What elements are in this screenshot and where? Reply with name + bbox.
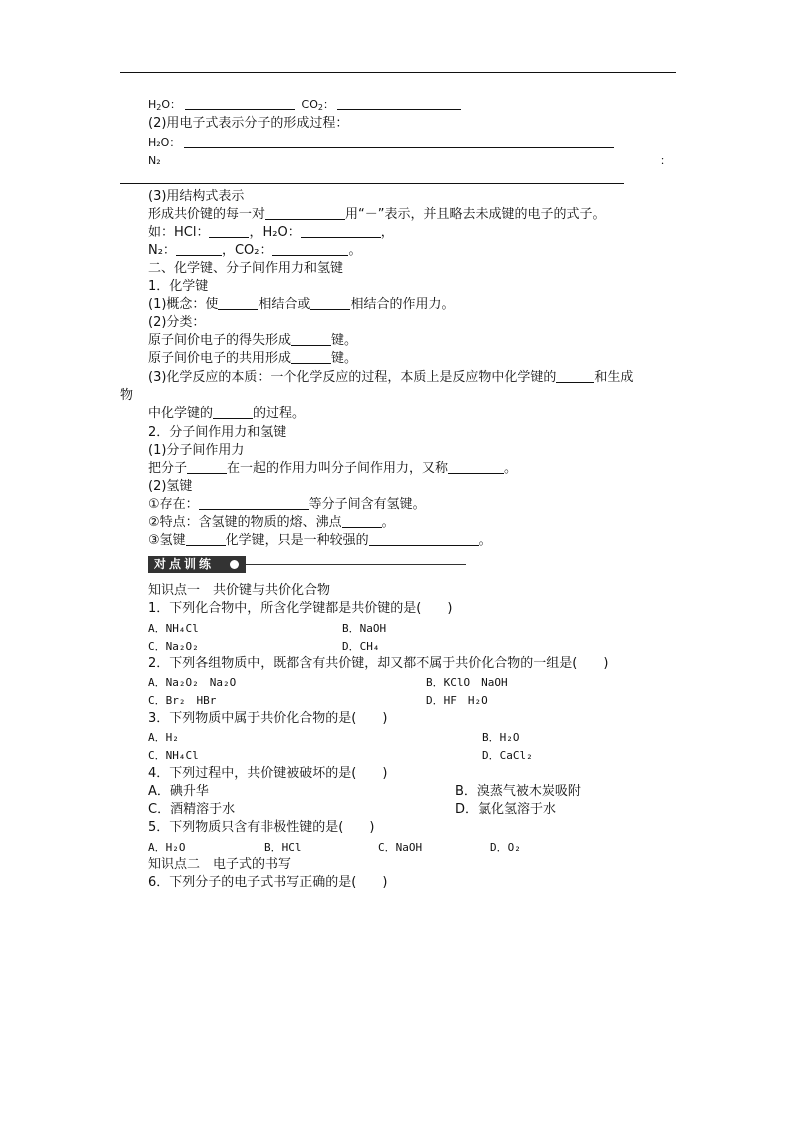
blank [184, 135, 614, 148]
question-stem: 2．下列各组物质中，既都含有共价键，却又都不属于共价化合物的一组是( ) [148, 656, 609, 671]
text-line: ②特点：含氢键的物质的熔、沸点 。 [148, 515, 395, 530]
text-line: H₂O： [148, 134, 614, 152]
blank [265, 207, 345, 220]
blank-line [120, 183, 624, 184]
option-c: C．Br₂ HBr [148, 694, 217, 707]
blank [369, 533, 479, 546]
line-h2o-co2: $H_2O$： $CO_2$： [148, 96, 461, 114]
blank [556, 370, 594, 383]
knowledge-point-heading: 知识点一 共价键与共价化合物 [148, 583, 331, 598]
blank [199, 497, 309, 510]
blank [448, 461, 504, 474]
question-stem: 5．下列物质只含有非极性键的是( ) [148, 820, 375, 835]
option-a: A．Na₂O₂ Na₂O [148, 676, 237, 689]
blank [187, 461, 227, 474]
blank [272, 243, 348, 256]
option-b: B．溴蒸气被木炭吸附 [455, 784, 581, 799]
option-a: A．碘升华 [148, 784, 209, 799]
text-line: (1)分子间作用力 [148, 443, 245, 458]
text-line: 如：HCl： ，H₂O： ， [148, 225, 394, 240]
blank [185, 97, 295, 110]
banner-rule [246, 564, 466, 565]
option-d: D．氯化氢溶于水 [455, 802, 557, 817]
blank [342, 515, 382, 528]
option-c: C．NH₄Cl [148, 749, 199, 762]
question-stem: 3．下列物质中属于共价化合物的是( ) [148, 711, 388, 726]
blank [291, 351, 331, 364]
text-line: (2)用电子式表示分子的形成过程： [148, 116, 349, 131]
question-stem: 4．下列过程中，共价键被破坏的是( ) [148, 766, 388, 781]
text-line: (2)氢键 [148, 479, 193, 494]
blank [301, 225, 381, 238]
blank [337, 97, 461, 110]
text-line: (3)化学反应的本质：一个化学反应的过程，本质上是反应物中化学键的 和生成 [148, 370, 634, 385]
text-colon: ： [660, 154, 671, 167]
banner-dot-icon [230, 560, 239, 569]
text-line: (3)用结构式表示 [148, 189, 245, 204]
text-line: 1．化学键 [148, 279, 209, 294]
option-a: A．H₂O [148, 841, 186, 854]
option-a: A．H₂ [148, 731, 179, 744]
blank [291, 333, 331, 346]
text-line: (1)概念：使 相结合或 相结合的作用力。 [148, 297, 455, 312]
practice-banner: 对点训练 [148, 556, 246, 573]
option-c: C．Na₂O₂ [148, 640, 199, 653]
option-d: D．CH₄ [342, 640, 380, 653]
blank [209, 225, 249, 238]
option-d: D．CaCl₂ [482, 749, 533, 762]
option-c: C．NaOH [378, 841, 423, 854]
text-line: ①存在： 等分子间含有氢键。 [148, 497, 426, 512]
option-d: D．HF H₂O [426, 694, 488, 707]
option-d: D．O₂ [490, 841, 521, 854]
text-line: N₂： ，CO₂： 。 [148, 243, 362, 258]
text-line: 2．分子间作用力和氢键 [148, 425, 287, 440]
option-b: B．H₂O [482, 731, 520, 744]
text-line: 形成共价键的每一对 用“－”表示，并且略去未成键的电子的式子。 [148, 207, 606, 222]
text-line: (2)分类： [148, 315, 206, 330]
blank [218, 297, 258, 310]
option-b: B．HCl [264, 841, 302, 854]
blank [186, 533, 226, 546]
knowledge-point-heading: 知识点二 电子式的书写 [148, 857, 292, 872]
text-line: 中化学键的 的过程。 [148, 406, 306, 421]
option-a: A．NH₄Cl [148, 622, 199, 635]
option-b: B．KClO NaOH [426, 676, 508, 689]
header-rule [120, 72, 676, 73]
text-line: 原子间价电子的共用形成 键。 [148, 351, 358, 366]
option-c: C．酒精溶于水 [148, 802, 236, 817]
text-line: 物 [120, 388, 134, 403]
blank [310, 297, 350, 310]
section-heading: 二、化学键、分子间作用力和氢键 [148, 261, 344, 276]
text-line: N₂ [148, 154, 161, 167]
blank [176, 243, 222, 256]
option-b: B．NaOH [342, 622, 387, 635]
text-line: 把分子 在一起的作用力叫分子间作用力，又称 。 [148, 461, 518, 476]
text-line: 原子间价电子的得失形成 键。 [148, 333, 358, 348]
blank [213, 406, 253, 419]
question-stem: 1．下列化合物中，所含化学键都是共价键的是( ) [148, 601, 453, 616]
text-line: ③氢键 化学键，只是一种较强的 。 [148, 533, 492, 548]
question-stem: 6．下列分子的电子式书写正确的是( ) [148, 875, 388, 890]
